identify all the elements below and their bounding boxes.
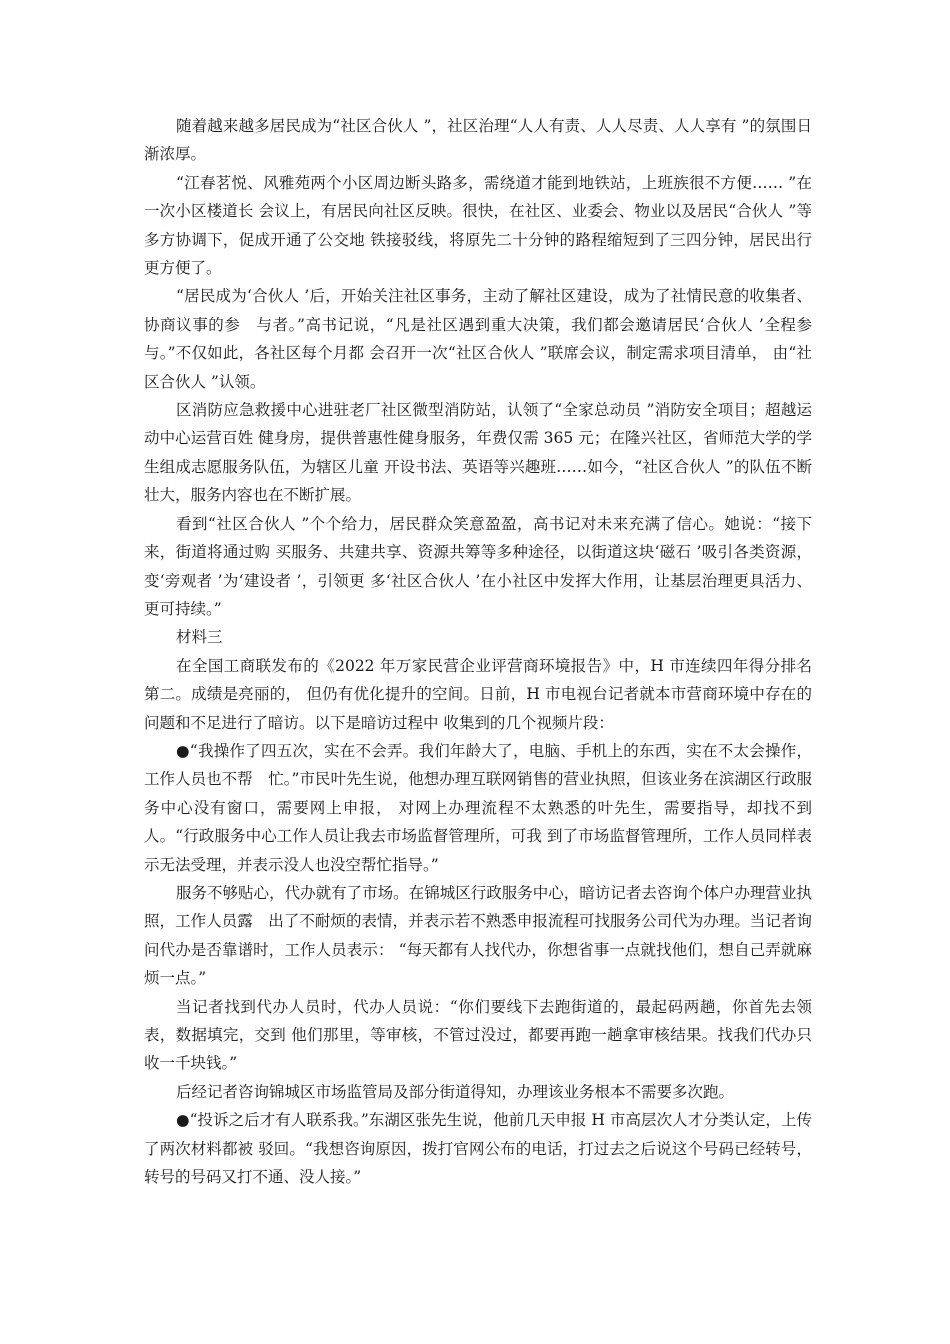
section-heading-material-three: 材料三 <box>176 628 223 647</box>
paragraph-agent-quote: 当记者找到代办人员时，代办人员说：“你们要线下去跑街道的，最起码两趟，你首先去领表，数据填完，交到 他们那里，等审核，不管过没过，都要再跑一趟拿审核结果。找我们代办只收一千块钱。” <box>144 997 812 1073</box>
paragraph-verification: 后经记者咨询锦城区市场监管局及部分街道得知，办理该业务根本不需要多次跑。 <box>176 1082 735 1101</box>
paragraph-partner-atmosphere: 随着越来越多居民成为“社区合伙人 ”，社区治理“人人有责、人人尽责、人人享有 ”的氛围日渐浓厚。 <box>144 117 812 164</box>
paragraph-business-report: 在全国工商联发布的《2022 年万家民营企业评营商环境报告》中，H 市连续四年得分排名第二。成绩是亮丽的， 但仍有优化提升的空间。日前，H 市电视台记者就本市营商环境中存在的问题和不足进行了暗访。以下是暗访过程中 收集到的几个视频片段： <box>144 656 812 732</box>
paragraph-secretary-outlook: 看到“社区合伙人 ”个个给力，居民群众笑意盈盈，高书记对未来充满了信心。她说：“接下来，街道将通过购 买服务、共建共享、资源共筹等多种途径，以街道这块‘磁石 ’吸引各类资源，变‘旁观者 ’为‘建设者 ’，引领更 多‘社区合伙人 ’在小社区中发挥大作用，让基层治理更具活力、更可持续。” <box>144 514 812 618</box>
paragraph-mr-ye-case: ●“我操作了四五次，实在不会弄。我们年龄大了，电脑、手机上的东西，实在不太会操作，工作人员也不帮 忙。”市民叶先生说，他想办理互联网销售的营业执照，但该业务在滨湖区行政服务中心没有窗口，需要网上申报， 对网上办理流程不太熟悉的叶先生，需要指导，却找不到人。“行政服务中心工作人员让我去市场监督管理所，可我 到了市场监督管理所，工作人员同样表示无法受理，并表示没人也没空帮忙指导。” <box>144 741 812 874</box>
paragraph-subway-connection: “江春茗悦、风雅苑两个小区周边断头路多，需绕道才能到地铁站，上班族很不方便…… ”在一次小区楼道长 会议上，有居民向社区反映。很快，在社区、业委会、物业以及居民“合伙人 ”等多方协调下，促成开通了公交地 铁接驳线，将原先二十分钟的路程缩短到了三四分钟，居民出行更方便了。 <box>144 173 812 278</box>
paragraph-mr-zhang-case: ●“投诉之后才有人联系我。”东湖区张先生说，他前几天申报 H 市高层次人才分类认定，上传了两次材料都被 驳回。“我想咨询原因，拨打官网公布的电话，打过去之后说这个号码已经转号，转号的号码又打不通、没人接。” <box>144 1111 812 1187</box>
document-body <box>144 112 812 1191</box>
paragraph-agency-service: 服务不够贴心，代办就有了市场。在锦城区行政服务中心，暗访记者去咨询个体户办理营业执照，工作人员露 出了不耐烦的表情，并表示若不熟悉申报流程可找服务公司代为办理。当记者询问代办是否靠谱时，工作人员表示： “每天都有人找代办，你想省事一点就找他们，想自己弄就麻烦一点。” <box>144 883 812 988</box>
paragraph-partner-services: 区消防应急救援中心进驻老厂社区微型消防站，认领了“全家总动员 ”消防安全项目；超越运动中心运营百姓 健身房，提供普惠性健身服务，年费仅需 365 元；在隆兴社区，省师范大学的学生组成志愿服务队伍，为辖区儿童 开设书法、英语等兴趣班……如今，“社区合伙人 ”的队伍不断壮大，服务内容也在不断扩展。 <box>144 401 812 505</box>
paragraph-partner-participation: “居民成为‘合伙人 ’后，开始关注社区事务，主动了解社区建设，成为了社情民意的收集者、协商议事的参 与者。”高书记说，“凡是社区遇到重大决策，我们都会邀请居民‘合伙人 ’全程参与。”不仅如此，各社区每个月都 会召开一次“社区合伙人 ”联席会议，制定需求项目清单， 由“社区合伙人 ”认领。 <box>144 287 812 391</box>
